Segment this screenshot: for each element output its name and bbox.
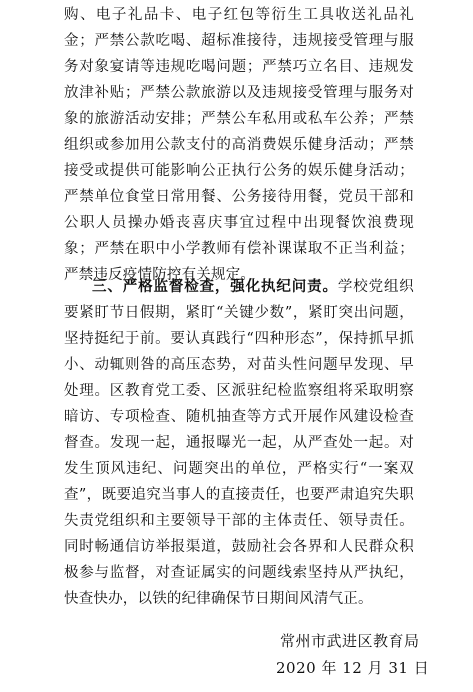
- paragraph-prohibitions: 购、电子礼品卡、电子红包等衍生工具收送礼品礼金；严禁公款吃喝、超标准接待，违规接受管理与服务对象宴请等违规吃喝问题；严禁巧立名目、违规发放津补贴；严禁公款旅游以及违规接受管理与服务对象的旅游活动安排；严禁公车私用或私车公养；严禁组织或参加用公款支付的高消费娱乐健身活动；严禁接受或提供可能影响公正执行公务的娱乐健身活动；严禁单位食堂日常用餐、公务接待用餐，党员干部和公职人员操办婚丧喜庆事宜过程中出现餐饮浪费现象；严禁在职中小学教师有偿补课谋取不正当利益；严禁违反疫情防控有关规定。: [64, 7, 414, 283]
- signature-organization: 常州市武进区教育局: [280, 632, 420, 650]
- signature-date: 2020 年 12 月 31 日: [276, 659, 430, 677]
- section-3-body: 学校党组织要紧盯节日假期，紧盯“关键少数”，紧盯突出问题，坚持挺纪于前。要认真践行“四种形态”，保持抓早抓小、动辄则咎的高压态势，对苗头性问题早发现、早处理。区教育党工委、区派驻纪检监察组将采取明察暗访、专项检查、随机抽查等方式开展作风建设检查督查。发现一起，通报曝光一起，从严查处一起。对发生顶风违纪、问题突出的单位，严格实行“一案双查”，既要追究当事人的直接责任，也要严肃追究失职失责党组织和主要领导干部的主体责任、领导责任。同时畅通信访举报渠道，鼓励社会各界和人民群众积极参与监督，对查证属实的问题线索坚持从严执纪，快查快办，以铁的纪律确保节日期间风清气正。: [64, 279, 415, 607]
- paragraph-section-3: [64, 274, 414, 612]
- section-3-heading: 三、严格监督检查，强化执纪问责。: [92, 279, 338, 295]
